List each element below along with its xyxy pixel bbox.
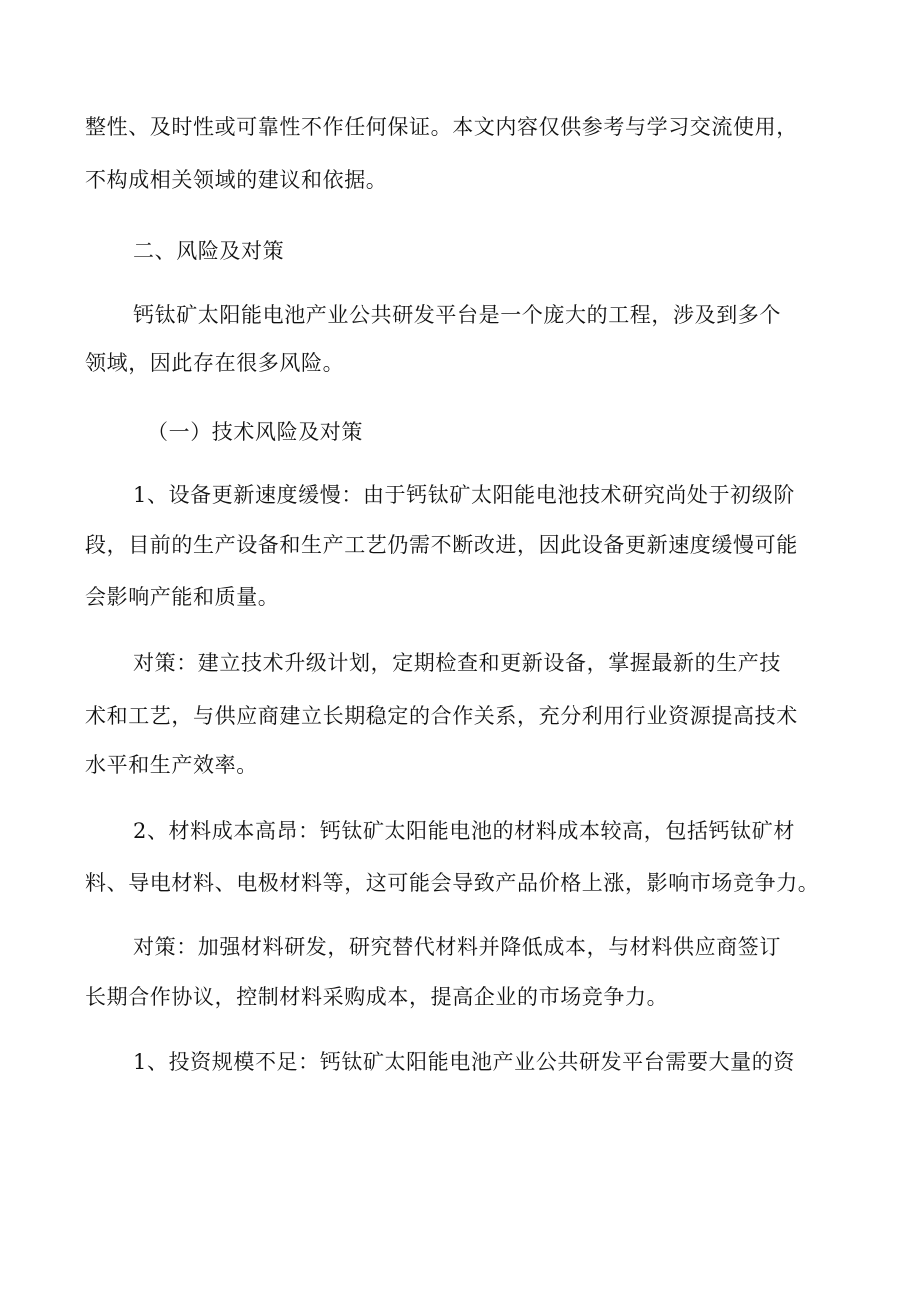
body-text-line: 整性、及时性或可靠性不作任何保证。本文内容仅供参考与学习交流使用， bbox=[85, 115, 798, 139]
body-text-line: 对策：加强材料研发，研究替代材料并降低成本，与材料供应商签订 bbox=[133, 935, 781, 959]
body-text-line: 不构成相关领域的建议和依据。 bbox=[85, 168, 388, 192]
body-text-line: 段，目前的生产设备和生产工艺仍需不断改进，因此设备更新速度缓慢可能 bbox=[85, 533, 798, 557]
body-text-line: 1、投资规模不足：钙钛矿太阳能电池产业公共研发平台需要大量的资 bbox=[133, 1050, 795, 1074]
body-text-line: 对策：建立技术升级计划，定期检查和更新设备，掌握最新的生产技 bbox=[133, 651, 781, 675]
body-text-line: 料、导电材料、电极材料等，这可能会导致产品价格上涨，影响市场竞争力。 bbox=[85, 871, 820, 895]
body-text-line: 长期合作协议，控制材料采购成本，提高企业的市场竞争力。 bbox=[85, 985, 669, 1009]
body-text-line: 2、材料成本高昂：钙钛矿太阳能电池的材料成本较高，包括钙钛矿材 bbox=[133, 819, 795, 843]
body-text-line: 领域，因此存在很多风险。 bbox=[85, 351, 345, 375]
body-text-line: 术和工艺，与供应商建立长期稳定的合作关系，充分利用行业资源提高技术 bbox=[85, 704, 798, 728]
body-text-line: 钙钛矿太阳能电池产业公共研发平台是一个庞大的工程，涉及到多个 bbox=[133, 303, 781, 327]
subsection-heading: （一）技术风险及对策 bbox=[147, 420, 363, 444]
section-heading: 二、风险及对策 bbox=[133, 239, 285, 263]
body-text-line: 水平和生产效率。 bbox=[85, 753, 258, 777]
body-text-line: 会影响产能和质量。 bbox=[85, 585, 280, 609]
body-text-line: 1、设备更新速度缓慢：由于钙钛矿太阳能电池技术研究尚处于初级阶 bbox=[133, 483, 795, 507]
